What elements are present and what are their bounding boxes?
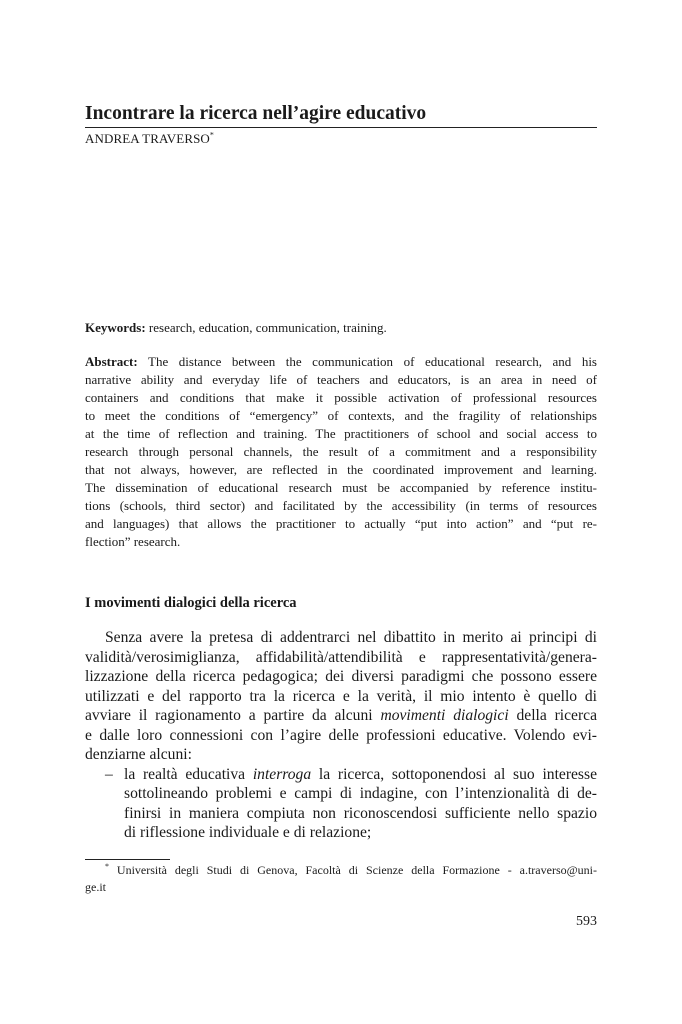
paragraph-line: utilizzati e del rapporto tra la ricerca e la verità, il mio intento è quello di	[85, 687, 597, 705]
abstract-line: to meet the conditions of “emergency” of contexts, and the fragility of relationships	[85, 408, 597, 423]
list-line: finirsi in maniera compiuta non riconoscendosi sufficiente nello spazio	[124, 804, 597, 822]
keywords-text: research, education, communication, training.	[145, 320, 387, 335]
abstract-line: The dissemination of educational research must be accompanied by reference institu-	[85, 480, 597, 495]
emphasis: movimenti dialogici	[380, 707, 509, 724]
footnote-line: ge.it	[85, 880, 106, 894]
paragraph-line: Senza avere la pretesa di addentrarci nel dibattito in merito ai principi di	[105, 629, 597, 646]
paragraph-line: lizzazione della ricerca pedagogica; dei diversi paradigmi che possono essere	[85, 668, 597, 685]
paper-page	[85, 0, 597, 1024]
author-footnote-mark: *	[209, 130, 215, 140]
footnote-mark: *	[105, 862, 109, 871]
body-text	[85, 628, 597, 843]
paragraph-line: validità/verosimiglianza, affidabilità/attendibilità e rappresentatività/genera-	[85, 648, 597, 666]
keywords-label: Keywords:	[85, 320, 146, 335]
paragraph-line: e dalle loro connessioni con l’agire delle professioni educative. Volendo evi-	[85, 726, 597, 744]
footnote-rule	[85, 859, 170, 860]
abstract-line: tions (schools, third sector) and facilitated by the accessibility (in terms of resources	[85, 498, 597, 513]
paragraph-line: avviare il ragionamento a partire da alcuni movimenti dialogici della ricerca	[85, 707, 597, 724]
list-line: di riflessione individuale e di relazione;	[124, 824, 372, 841]
list-line: la realtà educativa interroga la ricerca, sottoponendosi al suo interesse	[124, 765, 597, 783]
list-line: sottolineando problemi e campi di indagine, con l’intenzionalità di de-	[124, 785, 597, 802]
emphasis: interroga	[252, 765, 312, 783]
abstract	[85, 353, 597, 551]
page-number: 593	[576, 914, 597, 929]
abstract-label: Abstract:	[85, 354, 138, 369]
abstract-line: research through personal channels, the result of a commitment and a responsibility	[85, 444, 597, 459]
abstract-line: and languages) that allows the practitioner to actually “put into action” and “put re-	[85, 516, 597, 531]
author-name	[85, 130, 214, 148]
author-text: ANDREA TRAVERSO	[85, 131, 210, 146]
keywords	[85, 319, 597, 337]
footnote-line: * Università degli Studi di Genova, Facoltà di Scienze della Formazione - a.traverso@uni-	[105, 862, 597, 877]
list-item	[85, 765, 597, 843]
abstract-line: flection” research.	[85, 534, 181, 549]
title-rule	[85, 127, 597, 128]
paragraph-line: denziarne alcuni:	[85, 746, 192, 763]
abstract-line: Abstract: The distance between the communication of educational research, and his	[85, 354, 597, 369]
article-title: Incontrare la ricerca nell’agire educativo	[85, 103, 427, 124]
list-dash: –	[105, 765, 113, 783]
abstract-line: that not always, however, are reflected in the coordinated improvement and learning.	[85, 462, 597, 477]
section-heading: I movimenti dialogici della ricerca	[85, 595, 297, 611]
footnote	[85, 862, 597, 896]
abstract-line: containers and conditions that make it possible activation of professional resources	[85, 390, 597, 405]
abstract-line: narrative ability and everyday life of teachers and educators, is an area in need of	[85, 372, 597, 387]
abstract-line: at the time of reflection and training. The practitioners of school and social access to	[85, 426, 597, 441]
